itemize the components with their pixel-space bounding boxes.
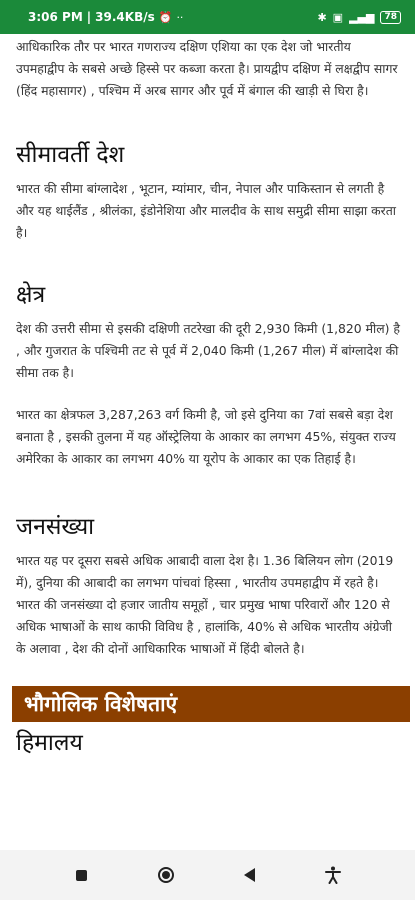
status-left [28, 10, 183, 24]
signal-icon: ▂▄▆ [349, 10, 375, 24]
accessibility-icon [325, 866, 341, 884]
back-icon [244, 868, 255, 882]
population-paragraph-diversity: भारत की जनसंख्या दो हजार जातीय समूहों , चार प्रमुख भाषा परिवारों और 120 से अधिक भाषाओं के साथ काफी विविध है , हालांकि, 40% से अधिक भारतीय अंग्रेजी के अलावा , देश की दोनों आधिकारिक भाषाओं में हिंदी बोलते है। [16, 597, 392, 656]
battery-icon: 78 [380, 11, 401, 24]
population-paragraph-count: भारत यह पर दूसरा सबसे अधिक आबादी वाला देश है। 1.36 बिलियन लोग (2019 में), दुनिया की आबादी का लगभग पांचवां हिस्सा , भारतीय उपमहाद्वीप में रहते है। [16, 553, 394, 590]
bluetooth-icon: ✱ [317, 10, 327, 24]
volte-icon: ▣ [332, 10, 344, 24]
status-time: 3:06 PM [28, 10, 83, 24]
status-separator: | [86, 10, 92, 24]
home-icon [158, 867, 174, 883]
population-heading: जनसंख्या [16, 514, 95, 540]
geographic-features-banner: भौगोलिक विशेषताएं [12, 686, 410, 722]
home-button[interactable] [146, 855, 186, 895]
recent-apps-icon [76, 870, 87, 881]
area-heading: क्षेत्र [16, 282, 46, 308]
back-button[interactable] [229, 855, 269, 895]
himalaya-heading: हिमालय [16, 730, 83, 756]
intro-paragraph: आधिकारिक तौर पर भारत गणराज्य दक्षिण एशिया का एक देश जो भारतीय उपमहाद्वीप के सबसे अच्छे हिस्से पर कब्जा करता है। प्रायद्वीप दक्षिण में लक्षद्वीप सागर (हिंद महासागर) , पश्चिम में अरब सागर और पूर्व में बंगाल की खाड़ी से घिरा है। [16, 39, 398, 98]
status-bar [0, 0, 415, 34]
status-right [317, 11, 401, 24]
accessibility-button[interactable] [313, 855, 353, 895]
area-paragraph-size: भारत का क्षेत्रफल 3,287,263 वर्ग किमी है, जो इसे दुनिया का 7वां सबसे बड़ा देश बनाता है , इसकी तुलना में यह ऑस्ट्रेलिया के आकार का लगभग 45%, संयुक्त राज्य अमेरिका के आकार का लगभग 40% या यूरोप के आकार का एक तिहाई है। [16, 407, 396, 466]
area-paragraph-distance: देश की उत्तरी सीमा से इसकी दक्षिणी तटरेखा की दूरी 2,930 किमी (1,820 मील) है , और गुजरात के पश्चिमी तट से पूर्व में 2,040 किमी (1,267 मील) में बांग्लादेश की सीमा तक है। [16, 321, 400, 380]
recent-apps-button[interactable] [62, 855, 102, 895]
status-net-speed: 39.4KB/s [95, 10, 155, 24]
border-countries-heading: सीमावर्ती देश [16, 142, 125, 168]
article-content[interactable] [0, 34, 415, 850]
more-notifications-icon: ·· [176, 10, 184, 24]
alarm-icon: ⏰ [158, 10, 173, 24]
navigation-bar [0, 850, 415, 900]
border-countries-paragraph: भारत की सीमा बांग्लादेश , भूटान, म्यांमार, चीन, नेपाल और पाकिस्तान से लगती है और यह थाईलैंड , श्रीलंका, इंडोनेशिया और मालदीव के साथ समुद्री सीमा साझा करता है। [16, 181, 397, 240]
